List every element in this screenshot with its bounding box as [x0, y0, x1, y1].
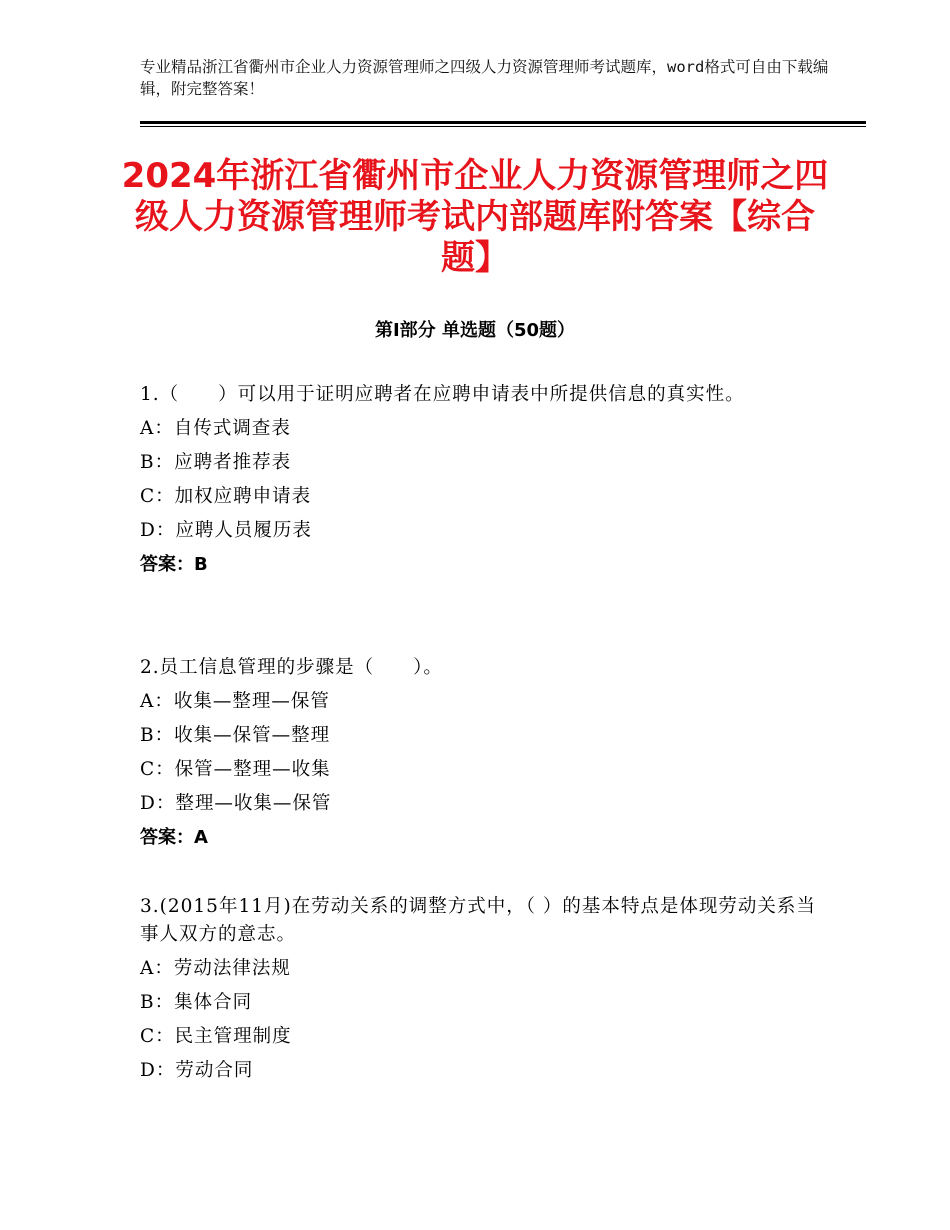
section-heading: 第Ⅰ部分 单选题（50题） — [374, 320, 575, 341]
option-d: D：应聘人员履历表 — [140, 520, 312, 541]
option-c: C：保管—整理—收集 — [140, 759, 331, 780]
answer: 答案：B — [140, 554, 208, 575]
header-rule-thick — [140, 121, 866, 124]
option-a: A：自传式调查表 — [140, 418, 291, 439]
option-a: A：收集—整理—保管 — [140, 691, 330, 712]
option-d: D：劳动合同 — [140, 1060, 254, 1081]
option-b: B：集体合同 — [140, 992, 253, 1013]
option-b: B：收集—保管—整理 — [140, 725, 331, 746]
question-2 — [140, 654, 820, 852]
question-stem: 1.（ ）可以用于证明应聘者在应聘申请表中所提供信息的真实性。 — [140, 384, 745, 405]
option-c: C：民主管理制度 — [140, 1026, 292, 1047]
option-d: D：整理—收集—保管 — [140, 793, 332, 814]
document-title: 2024年浙江省衢州市企业人力资源管理师之四级人力资源管理师考试内部题库附答案【综合题】 — [121, 156, 829, 278]
question-stem: 2.员工信息管理的步骤是（ ）。 — [140, 657, 443, 678]
option-a: A：劳动法律法规 — [140, 958, 291, 979]
header-note: 专业精品浙江省衢州市企业人力资源管理师之四级人力资源管理师考试题库，word格式可自由下载编辑，附完整答案！ — [140, 58, 829, 98]
answer: 答案：A — [140, 827, 208, 848]
question-1 — [140, 381, 820, 579]
option-c: C：加权应聘申请表 — [140, 486, 312, 507]
header-rule-thin — [140, 126, 866, 127]
question-stem: 3.(2015年11月)在劳动关系的调整方式中，（ ）的基本特点是体现劳动关系当事人双方的意志。 — [140, 896, 816, 945]
question-3 — [140, 893, 820, 1091]
option-b: B：应聘者推荐表 — [140, 452, 292, 473]
